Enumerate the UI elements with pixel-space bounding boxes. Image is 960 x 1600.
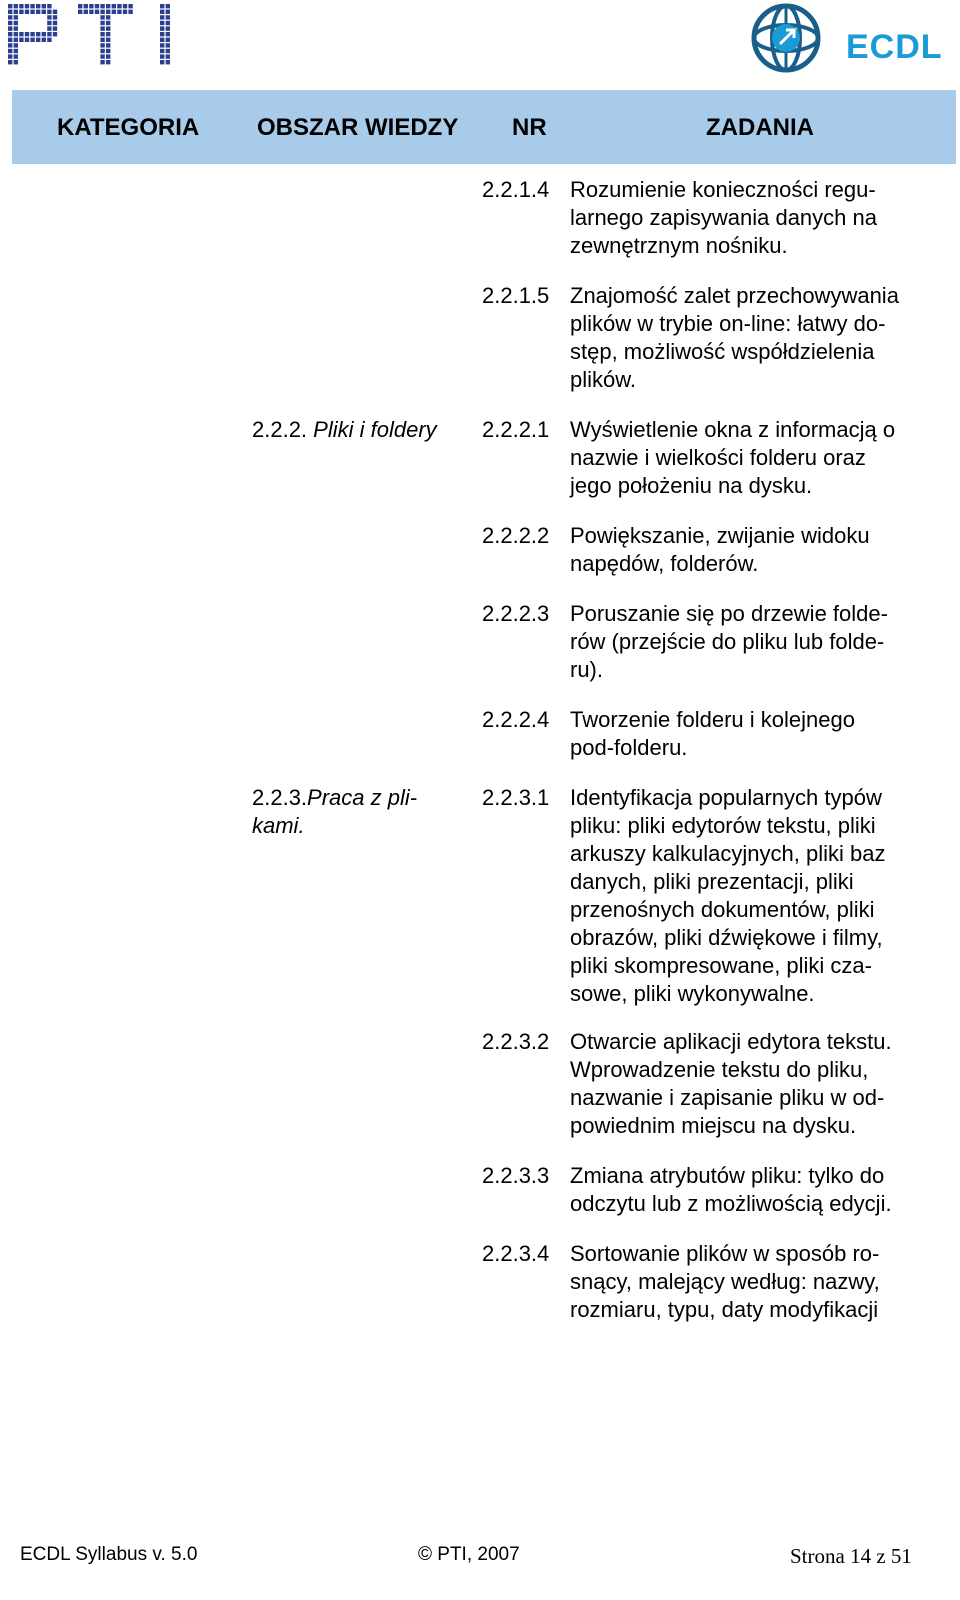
task-number: 2.2.3.2 bbox=[482, 1029, 550, 1054]
pti-logo-block bbox=[47, 15, 51, 19]
pti-logo-block bbox=[14, 32, 18, 36]
column-header-nr: NR bbox=[512, 114, 547, 141]
footer-page-number: Strona 14 z 51 bbox=[790, 1544, 912, 1568]
pti-logo-block bbox=[8, 15, 12, 19]
pti-logo-block bbox=[117, 4, 121, 8]
pti-logo-block bbox=[166, 60, 170, 64]
pti-logo-block bbox=[100, 26, 104, 30]
column-header-kategoria: KATEGORIA bbox=[57, 114, 200, 141]
pti-logo-block bbox=[53, 21, 57, 25]
pti-logo-block bbox=[166, 54, 170, 58]
pti-logo-block bbox=[8, 4, 12, 8]
pti-logo-block bbox=[14, 43, 18, 47]
task-number: 2.2.3.1 bbox=[482, 785, 550, 810]
pti-logo-block bbox=[160, 60, 164, 64]
pti-logo-block bbox=[47, 10, 51, 14]
pti-logo-block bbox=[100, 43, 104, 47]
task-text: Powiększanie, zwijanie widoku napędów, folderów. bbox=[570, 523, 870, 576]
pti-logo-block bbox=[53, 15, 57, 19]
pti-logo-block bbox=[160, 38, 164, 42]
pti-logo bbox=[8, 4, 184, 68]
pti-logo-block bbox=[42, 32, 46, 36]
pti-logo-block bbox=[123, 10, 127, 14]
ecdl-logo bbox=[750, 2, 950, 74]
pti-logo-block bbox=[100, 38, 104, 42]
pti-logo-block bbox=[47, 4, 51, 8]
pti-logo-block bbox=[128, 10, 132, 14]
pti-logo-block bbox=[14, 38, 18, 42]
pti-logo-block bbox=[166, 49, 170, 53]
category-label bbox=[252, 416, 467, 444]
task-text: Zmiana atrybutów pliku: tylko do odczytu lub z możliwością edycji. bbox=[570, 1163, 892, 1216]
pti-logo-block bbox=[166, 10, 170, 14]
pti-logo-block bbox=[106, 60, 110, 64]
category-label bbox=[252, 784, 467, 840]
pti-logo-block bbox=[36, 4, 40, 8]
pti-logo-block bbox=[106, 26, 110, 30]
pti-logo-block bbox=[19, 4, 23, 8]
pti-logo-block bbox=[160, 4, 164, 8]
pti-logo-block bbox=[47, 38, 51, 42]
table-header bbox=[12, 90, 956, 164]
task-number: 2.2.2.4 bbox=[482, 707, 550, 732]
pti-logo-block bbox=[30, 32, 34, 36]
pti-logo-block bbox=[14, 21, 18, 25]
pti-logo-block bbox=[100, 32, 104, 36]
pti-logo-block bbox=[25, 38, 29, 42]
pti-logo-block bbox=[160, 43, 164, 47]
footer-syllabus-version: ECDL Syllabus v. 5.0 bbox=[20, 1544, 198, 1565]
pti-logo-block bbox=[160, 10, 164, 14]
task-text: Wyświetlenie okna z informacją o nazwie i wielkości folderu oraz jego położeniu na dysku. bbox=[570, 417, 896, 498]
pti-logo-block bbox=[47, 21, 51, 25]
pti-logo-block bbox=[160, 15, 164, 19]
pti-logo-block bbox=[95, 4, 99, 8]
pti-logo-block bbox=[8, 32, 12, 36]
pti-logo-block bbox=[166, 15, 170, 19]
pti-logo-block bbox=[160, 21, 164, 25]
pti-logo-block bbox=[100, 49, 104, 53]
pti-logo-block bbox=[25, 4, 29, 8]
pti-logo-block bbox=[14, 49, 18, 53]
task-text: Sortowanie plików w sposób ro- snący, malejący według: nazwy, rozmiaru, typu, daty modyfikacji bbox=[570, 1241, 880, 1322]
pti-logo-block bbox=[53, 32, 57, 36]
pti-logo-block bbox=[14, 10, 18, 14]
page-footer bbox=[0, 1544, 960, 1574]
pti-logo-block bbox=[25, 32, 29, 36]
pti-logo-block bbox=[36, 10, 40, 14]
pti-logo-block bbox=[100, 60, 104, 64]
task-number: 2.2.1.4 bbox=[482, 177, 550, 202]
pti-logo-block bbox=[160, 32, 164, 36]
category-number: 2.2.2. bbox=[252, 417, 308, 442]
task-text: Otwarcie aplikacji edytora tekstu. Wprowadzenie tekstu do pliku, nazwanie i zapisanie pliku w od- powiednim miejscu na dysku. bbox=[570, 1029, 892, 1138]
pti-logo-block bbox=[95, 10, 99, 14]
pti-logo-block bbox=[42, 38, 46, 42]
pti-logo-block bbox=[25, 10, 29, 14]
pti-logo-block bbox=[36, 38, 40, 42]
pti-logo-block bbox=[106, 49, 110, 53]
pti-logo-block bbox=[89, 10, 93, 14]
pti-logo-block bbox=[106, 43, 110, 47]
pti-logo-block bbox=[160, 26, 164, 30]
pti-logo-block bbox=[100, 54, 104, 58]
pti-logo-block bbox=[106, 38, 110, 42]
pti-logo-block bbox=[160, 49, 164, 53]
pti-logo-block bbox=[78, 10, 82, 14]
pti-logo-block bbox=[36, 32, 40, 36]
pti-logo-block bbox=[106, 54, 110, 58]
task-number: 2.2.3.4 bbox=[482, 1241, 550, 1266]
task-text: Rozumienie konieczności regu- larnego zapisywania danych na zewnętrznym nośniku. bbox=[570, 177, 877, 258]
pti-logo-block bbox=[166, 32, 170, 36]
pti-logo-block bbox=[84, 10, 88, 14]
pti-logo-block bbox=[100, 21, 104, 25]
pti-logo-block bbox=[106, 4, 110, 8]
pti-logo-block bbox=[100, 4, 104, 8]
pti-logo-block bbox=[100, 10, 104, 14]
pti-logo-block bbox=[42, 10, 46, 14]
pti-logo-block bbox=[166, 38, 170, 42]
pti-logo-block bbox=[30, 4, 34, 8]
pti-logo-block bbox=[53, 10, 57, 14]
pti-logo-block bbox=[117, 10, 121, 14]
pti-logo-block bbox=[8, 38, 12, 42]
task-number: 2.2.1.5 bbox=[482, 283, 550, 308]
category-number: 2.2.3. bbox=[252, 785, 308, 810]
task-text: Poruszanie się po drzewie folde- rów (przejście do pliku lub folde- ru). bbox=[570, 601, 888, 682]
ecdl-wordmark: ECDL bbox=[846, 28, 943, 66]
pti-logo-block bbox=[106, 15, 110, 19]
task-number: 2.2.2.1 bbox=[482, 417, 550, 442]
pti-logo-block bbox=[166, 43, 170, 47]
task-number: 2.2.2.2 bbox=[482, 523, 550, 548]
pti-logo-block bbox=[100, 15, 104, 19]
pti-logo-block bbox=[8, 21, 12, 25]
pti-logo-block bbox=[30, 10, 34, 14]
category-name: Praca z pli- kami. bbox=[252, 785, 418, 838]
pti-logo-block bbox=[14, 60, 18, 64]
pti-logo-block bbox=[123, 4, 127, 8]
pti-logo-block bbox=[166, 4, 170, 8]
pti-logo-block bbox=[53, 26, 57, 30]
footer-copyright: © PTI, 2007 bbox=[418, 1544, 520, 1565]
pti-logo-block bbox=[19, 10, 23, 14]
pti-logo-block bbox=[14, 15, 18, 19]
pti-logo-block bbox=[112, 10, 116, 14]
pti-logo-block bbox=[160, 54, 164, 58]
pti-logo-block bbox=[128, 4, 132, 8]
pti-logo-block bbox=[19, 32, 23, 36]
pti-logo-block bbox=[19, 38, 23, 42]
task-text: Tworzenie folderu i kolejnego pod-folderu. bbox=[570, 707, 855, 760]
task-number: 2.2.2.3 bbox=[482, 601, 550, 626]
pti-logo-block bbox=[166, 26, 170, 30]
pti-logo-block bbox=[106, 10, 110, 14]
pti-logo-block bbox=[14, 4, 18, 8]
task-number: 2.2.3.3 bbox=[482, 1163, 550, 1188]
task-text: Znajomość zalet przechowywania plików w trybie on-line: łatwy do- stęp, możliwość współdzielenia plików. bbox=[570, 283, 899, 392]
category-name: Pliki i foldery bbox=[313, 417, 437, 442]
pti-logo-block bbox=[89, 4, 93, 8]
pti-logo-block bbox=[106, 32, 110, 36]
pti-logo-block bbox=[30, 38, 34, 42]
pti-logo-block bbox=[84, 4, 88, 8]
pti-logo-block bbox=[106, 21, 110, 25]
pti-logo-block bbox=[8, 43, 12, 47]
pti-logo-block bbox=[42, 4, 46, 8]
pti-logo-block bbox=[166, 21, 170, 25]
pti-logo-block bbox=[8, 60, 12, 64]
pti-logo-block bbox=[8, 54, 12, 58]
pti-logo-block bbox=[14, 26, 18, 30]
pti-logo-block bbox=[8, 26, 12, 30]
task-text: Identyfikacja popularnych typów pliku: pliki edytorów tekstu, pliki arkuszy kalkulacyjnych, pliki baz danych, pliki prezentacji, pliki przenośnych dokumentów, pliki obrazów, pliki dźwiękowe i filmy, pliki skompresowane, pliki cza- sowe, pliki wykonywalne. bbox=[570, 785, 886, 1006]
pti-logo-block bbox=[47, 26, 51, 30]
column-header-obszar-wiedzy: OBSZAR WIEDZY bbox=[257, 114, 459, 141]
pti-logo-block bbox=[112, 4, 116, 8]
pti-logo-block bbox=[8, 10, 12, 14]
column-header-zadania: ZADANIA bbox=[706, 114, 814, 141]
pti-logo-block bbox=[78, 4, 82, 8]
pti-logo-block bbox=[14, 54, 18, 58]
pti-logo-block bbox=[47, 32, 51, 36]
pti-logo-block bbox=[8, 49, 12, 53]
globe-icon bbox=[750, 2, 822, 74]
